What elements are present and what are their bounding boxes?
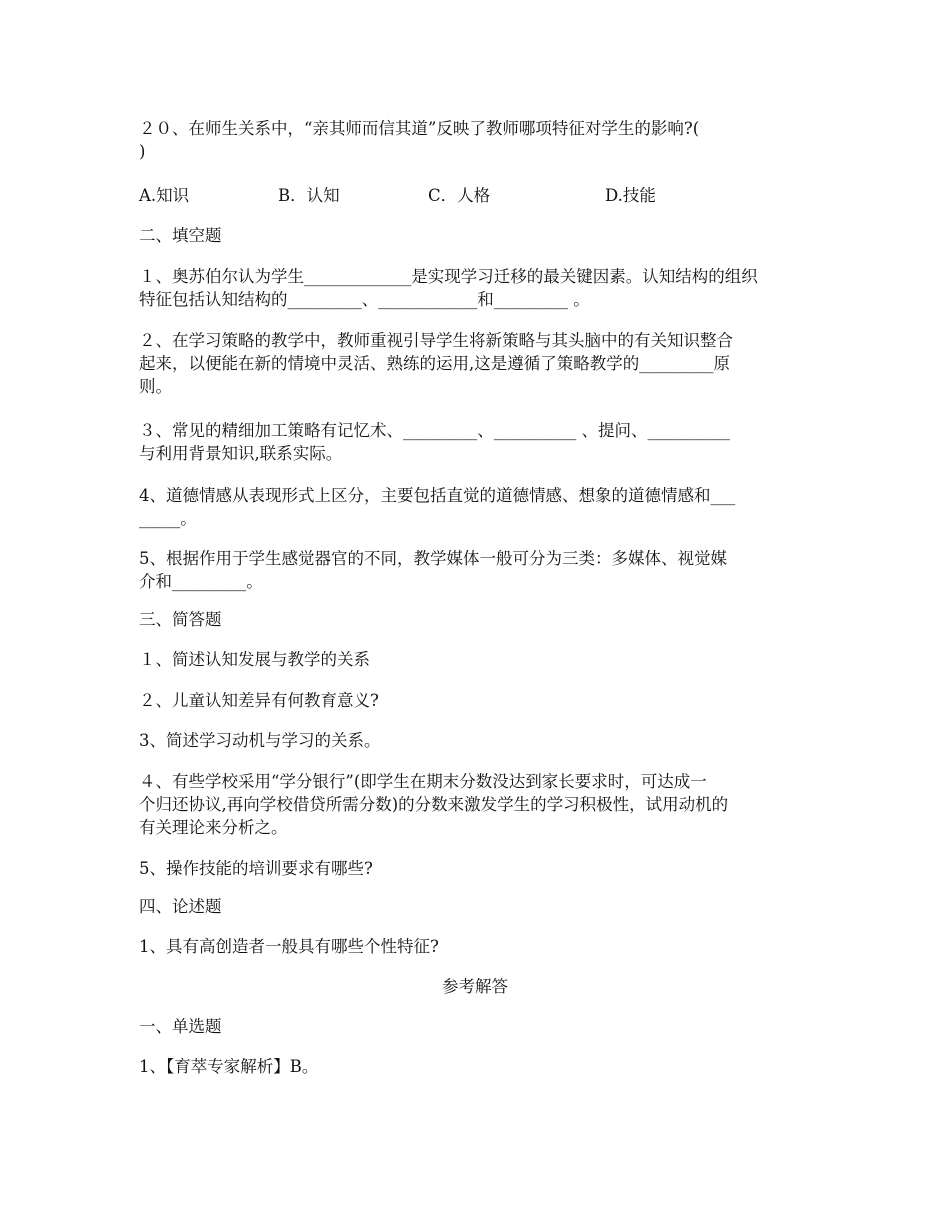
short-answer-question-4-line-2: 个归还协议,再向学校借贷所需分数)的分数来激发学生的学习积极性，试用动机的 xyxy=(139,795,729,814)
answer-1: 1、【育萃专家解析】B。 xyxy=(139,1057,319,1076)
short-answer-question-4-line-3: 有关理论来分析之。 xyxy=(139,818,288,837)
section-2-title: 二、填空题 xyxy=(139,226,222,245)
fill-in-question-2-line-1: ２、在学习策略的教学中，教师重视引导学生将新策略与其头脑中的有关知识整合 xyxy=(139,331,733,350)
short-answer-question-4 xyxy=(139,770,819,839)
question-20-line-1: ２０、在师生关系中，“亲其师而信其道”反映了教师哪项特征对学生的影响?( xyxy=(139,119,700,138)
fill-in-question-5 xyxy=(139,547,819,593)
fill-in-question-3-line-1: ３、常见的精细加工策略有记忆术、_________、__________ 、提问、__________ xyxy=(139,421,730,440)
fill-in-question-2 xyxy=(139,329,819,398)
answers-section-1-title: 一、单选题 xyxy=(139,1017,222,1036)
fill-in-question-3-line-2: 与利用背景知识,联系实际。 xyxy=(139,444,343,463)
question-20-line-2: ) xyxy=(139,142,146,161)
short-answer-question-4-line-1: ４、有些学校采用“学分银行”(即学生在期末分数没达到家长要求时，可达成一 xyxy=(139,772,707,791)
choice-c: C．人格 xyxy=(428,186,491,205)
fill-in-question-3 xyxy=(139,419,819,465)
short-answer-question-3: 3、简述学习动机与学习的关系。 xyxy=(139,731,381,750)
fill-in-question-2-line-2: 起来，以便能在新的情境中灵活、熟练的运用,这是遵循了策略教学的_________原 xyxy=(139,354,730,373)
choice-a: A.知识 xyxy=(139,186,190,205)
question-20 xyxy=(139,117,819,163)
choice-d: D.技能 xyxy=(605,186,656,205)
fill-in-question-1-line-1: １、奥苏伯尔认为学生_____________是实现学习迁移的最关键因素。认知结构的组织 xyxy=(139,267,758,286)
fill-in-question-4-line-1: 4、道德情感从表现形式上区分，主要包括直觉的道德情感、想象的道德情感和___ xyxy=(139,486,736,505)
section-4-title: 四、论述题 xyxy=(139,897,222,916)
fill-in-question-1 xyxy=(139,265,819,311)
essay-question-1: 1、具有高创造者一般具有哪些个性特征? xyxy=(139,937,439,956)
choice-b: B．认知 xyxy=(278,186,340,205)
fill-in-question-1-line-2: 特征包括认知结构的_________、____________和_________ 。 xyxy=(139,290,590,309)
fill-in-question-4-line-2: _____。 xyxy=(139,509,197,528)
short-answer-question-1: １、简述认知发展与教学的关系 xyxy=(139,650,370,669)
fill-in-question-4 xyxy=(139,484,819,530)
short-answer-question-2: ２、儿童认知差异有何教育意义? xyxy=(139,691,379,710)
short-answer-question-5: 5、操作技能的培训要求有哪些? xyxy=(139,859,373,878)
section-3-title: 三、简答题 xyxy=(139,610,222,629)
fill-in-question-5-line-1: 5、根据作用于学生感觉器官的不同，教学媒体一般可分为三类：多媒体、视觉媒 xyxy=(139,549,727,568)
fill-in-question-5-line-2: 介和_________。 xyxy=(139,572,263,591)
answers-heading: 参考解答 xyxy=(442,977,508,996)
fill-in-question-2-line-3: 则。 xyxy=(139,377,172,396)
question-20-choices xyxy=(139,184,819,207)
